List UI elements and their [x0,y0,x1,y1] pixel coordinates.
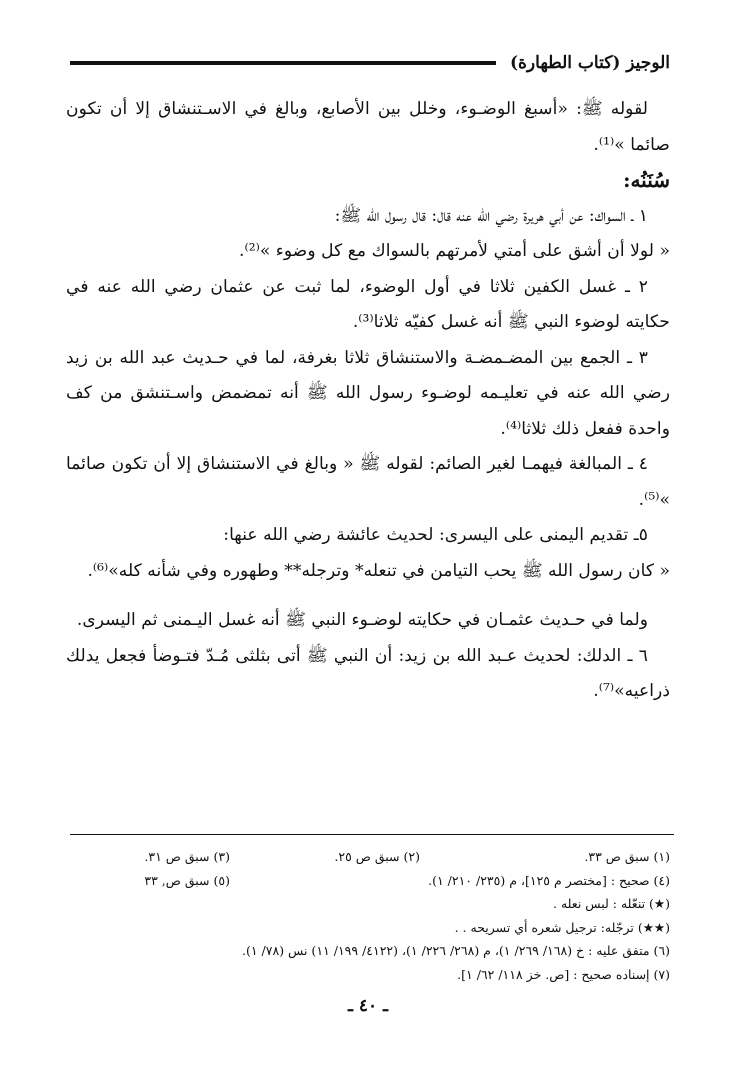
footnote-5: (٥) سبق ص, ٣٣ [144,872,230,888]
header-title: الوجيز (كتاب الطهارة) [509,53,670,73]
footnote-2: (٢) سبق ص ٢٥. [334,849,420,864]
footnote-7: (٧) إسناده صحيح : [ص. خز ١١٨/ ٦٢/ ١]. [457,966,670,982]
footnote-row-2 [66,869,670,893]
footnotes [66,845,670,986]
footnote-star-1: (★) تنعّله : لبس نعله . [553,896,670,911]
paragraph-intro: لقوله ﷺ: «أسبغ الوضـوء، وخلل بين الأصابع، وبالغ في الاسـتنشاق إلا أن تكون صائما »⁽¹⁾. [66,99,670,155]
page-number: ـ ٤٠ ـ [347,996,389,1016]
footnote-row-1 [66,845,670,869]
item-3: ٣ ـ الجمع بين المضـمضـة والاستنشاق ثلاثا بغرفة، لما في حـديث عبد الله بن زيد رضي الله عنه في تعليـمه لوضـوء رسول الله ﷺ أنه تمضمض واسـتنشق من كف واحدة ففعل ذلك ثلاثا⁽⁴⁾. [66,347,670,439]
footnote-1: (١) سبق ص ٣٣. [584,849,670,864]
item-5-continuation: ولما في حـديث عثمـان في حكايته لوضـوء النبي ﷺ أنه غسل اليـمنى ثم اليسرى. [76,610,648,630]
section-heading: سُنَنُه: [623,168,670,192]
header-rule [70,61,496,65]
footnote-4: (٤) صحيح : [مختصر م ١٢٥]، م (٢٣٥/ ٢١٠/ ١). [428,872,670,888]
footnote-3: (٣) سبق ص ٣١. [144,849,230,864]
footnote-star-2: (★★) ترجّله: ترجيل شعره أي تسريحه . . [454,919,670,935]
item-1-line-a: ١ ـ السواك: عن أبي هريرة رضي الله عنه قال: قال رسول الله ﷺ: [334,205,648,226]
item-5-line-a: ٥ـ تقديم اليمنى على اليسرى: لحديث عائشة رضي الله عنها: [223,525,648,545]
footnote-separator [70,834,674,835]
item-5-hadith: « كان رسول الله ﷺ يحب التيامن في تنعله* وترجله** وطهوره وفي شأنه كله»⁽⁶⁾. [87,560,670,581]
footnote-6: (٦) متفق عليه : خ (١٦٨/ ٢٦٩/ ١)، م (٢٦٨/ ٢٢٦/ ١)، (٤١٢٢/ ١٩٩/ ١١) نس (٧٨/ ١). [241,943,670,958]
item-6: ٦ ـ الدلك: لحديث عـبد الله بن زيد: أن النبي ﷺ أتى بثلثى مُـدّ فتـوضأ فجعل يدلك ذراعيه»⁽⁷⁾. [66,645,670,701]
main-text [66,92,670,710]
item-4: ٤ ـ المبالغة فيهمـا لغير الصائم: لقوله ﷺ « وبالغ في الاستنشاق إلا أن تكون صائما »⁽⁵⁾. [66,454,670,510]
item-2: ٢ ـ غسل الكفين ثلاثا في أول الوضوء، لما ثبت عن عثمان رضي الله عنه في حكايته لوضوء النبي ﷺ أنه غسل كفيّه ثلاثا⁽³⁾. [66,276,670,332]
item-1-hadith: « لولا أن أشق على أمتي لأمرتهم بالسواك مع كل وضوء »⁽²⁾. [239,241,670,261]
running-header [70,48,670,78]
